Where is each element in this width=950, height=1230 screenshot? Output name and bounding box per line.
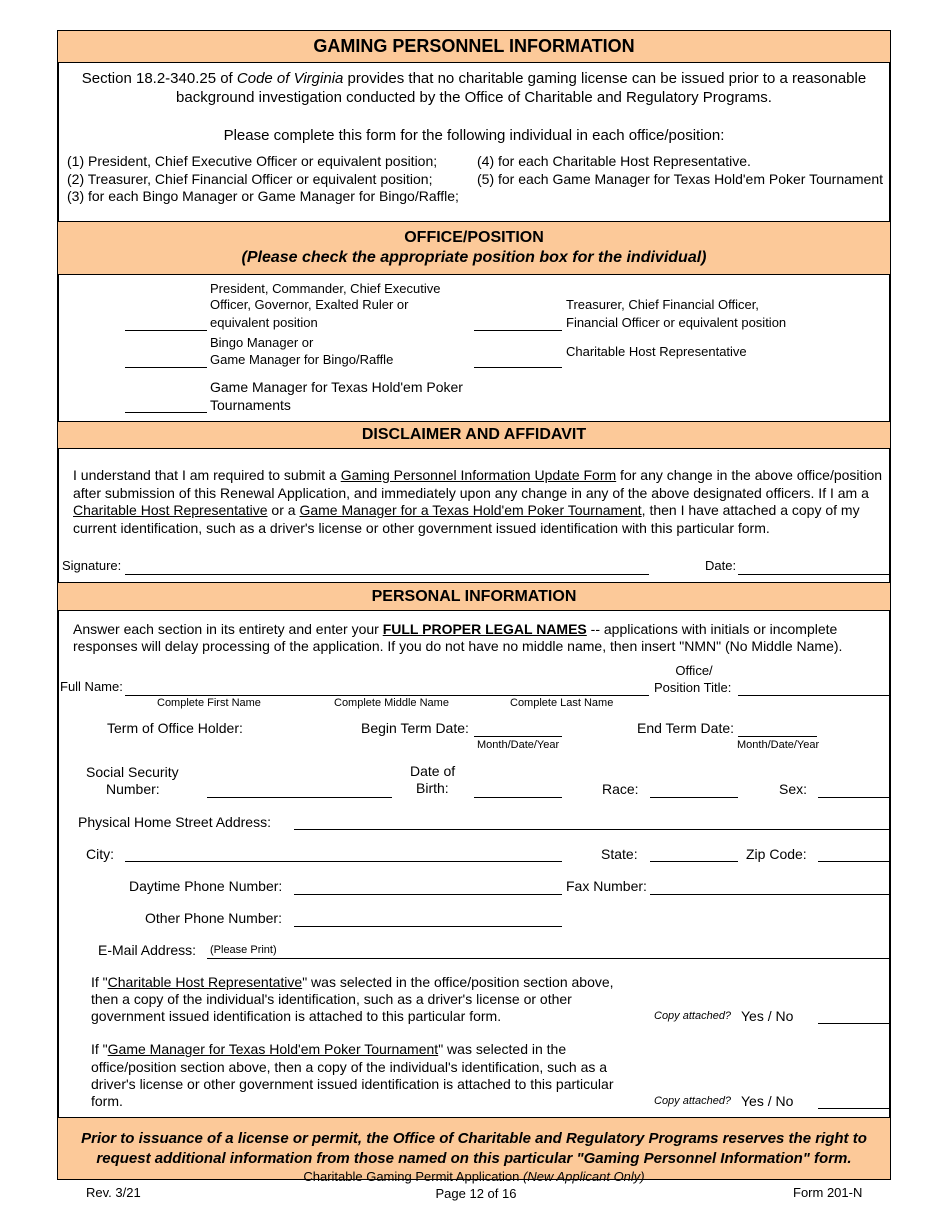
revision: Rev. 3/21	[86, 1185, 141, 1200]
city-label: City:	[86, 846, 114, 862]
race-field[interactable]	[650, 797, 738, 798]
bingo-checkbox-line[interactable]	[125, 367, 207, 368]
begin-term-label: Begin Term Date:	[361, 720, 469, 736]
other-phone-label: Other Phone Number:	[145, 910, 282, 926]
intro-line-1	[58, 70, 890, 87]
begin-term-field[interactable]	[474, 736, 562, 737]
host-copy-line-2: then a copy of the individual's identification, such as a driver's license or other	[91, 991, 572, 1007]
treasurer-option-1: Treasurer, Chief Financial Officer,	[566, 297, 759, 312]
position-list-4: (4) for each Charitable Host Representative.	[477, 153, 751, 169]
disclaimer-line-3	[73, 502, 860, 518]
fax-field[interactable]	[650, 894, 890, 895]
end-term-label: End Term Date:	[637, 720, 735, 736]
middle-name-caption: Complete Middle Name	[334, 697, 449, 709]
poker-copy-line-4: form.	[91, 1093, 123, 1109]
treasurer-checkbox-line[interactable]	[474, 330, 562, 331]
president-option-1: President, Commander, Chief Executive	[210, 281, 441, 296]
position-list-2: (2) Treasurer, Chief Financial Officer or equivalent position;	[67, 171, 433, 187]
sex-field[interactable]	[818, 797, 890, 798]
address-label: Physical Home Street Address:	[78, 814, 271, 830]
signature-field[interactable]	[125, 574, 649, 575]
ssn-field[interactable]	[207, 797, 392, 798]
poker-option-1: Game Manager for Texas Hold'em Poker	[210, 379, 463, 395]
email-field[interactable]	[207, 958, 890, 959]
bingo-option-1: Bingo Manager or	[210, 335, 314, 350]
poker-copy-text: " was selected in the	[438, 1041, 567, 1057]
poker-copy-field[interactable]	[818, 1108, 890, 1109]
notice-line-2: request additional information from those named on this particular "Gaming Personnel Information" form.	[96, 1150, 852, 1167]
disclaimer-line-4: current identification, such as a driver's license or other government issued identification with this particular form.	[73, 520, 770, 536]
poker-copy-attached-label: Copy attached?	[654, 1095, 732, 1107]
position-list-5: (5) for each Game Manager for Texas Hold'em Poker Tournament	[477, 171, 884, 187]
poker-yes-no: Yes / No	[741, 1093, 794, 1109]
instruction: Please complete this form for the following individual in each office/position:	[223, 127, 725, 144]
president-checkbox-line[interactable]	[125, 330, 207, 331]
legal-names-emphasis: FULL PROPER LEGAL NAMES	[382, 621, 587, 637]
poker-manager-reference: Game Manager for Texas Hold'em Poker Tournament	[107, 1041, 439, 1057]
host-checkbox-line[interactable]	[474, 367, 562, 368]
email-hint: (Please Print)	[210, 944, 277, 956]
disclaimer-text: , then I have attached a copy of my	[641, 502, 860, 518]
intro-text: provides that no charitable gaming license can be issued prior to a reasonable	[343, 70, 867, 87]
zip-label: Zip Code:	[746, 846, 807, 862]
disclaimer-text: or a	[267, 502, 300, 518]
intro-line-2: background investigation conducted by the Office of Charitable and Regulatory Programs.	[176, 89, 772, 106]
page-number: Page 12 of 16	[435, 1186, 517, 1201]
poker-copy-line-1	[91, 1041, 566, 1057]
fax-label: Fax Number:	[566, 878, 647, 894]
disclaimer-text: I understand that I am required to submit a	[73, 467, 341, 483]
office-title: OFFICE/POSITION	[404, 229, 544, 246]
office-subtitle: (Please check the appropriate position box for the individual)	[241, 249, 707, 266]
date-label: Date:	[705, 558, 737, 573]
application-name-text: Charitable Gaming Permit Application	[303, 1169, 524, 1184]
host-copy-line-3: government issued identification is attached to this particular form.	[91, 1008, 502, 1024]
intro-text: Section 18.2-340.25 of	[81, 70, 237, 87]
poker-copy-line-3: driver's license or other government issued identification is attached to this particular	[91, 1076, 614, 1092]
position-list-1: (1) President, Chief Executive Officer or equivalent position;	[67, 153, 438, 169]
host-rep-link[interactable]: Charitable Host Representative	[73, 502, 268, 518]
disclaimer-line-2: after submission of this Renewal Application, and immediately upon any change in any of the above designated officers. If I am a	[73, 485, 869, 501]
personal-instruction-2: responses will delay processing of the application. If you do not have no middle name, then insert "NMN" (No Middle Name).	[73, 638, 843, 654]
zip-field[interactable]	[818, 861, 890, 862]
bingo-option-2: Game Manager for Bingo/Raffle	[210, 352, 394, 367]
day-phone-field[interactable]	[294, 894, 562, 895]
date-field[interactable]	[738, 574, 890, 575]
host-copy-text: " was selected in the office/position section above,	[302, 974, 614, 990]
state-label: State:	[601, 846, 638, 862]
disclaimer-band	[58, 421, 890, 449]
poker-checkbox-line[interactable]	[125, 412, 207, 413]
instruction-text: -- applications with initials or incomplete	[586, 621, 838, 637]
personal-instruction-1	[73, 621, 837, 637]
president-option-3: equivalent position	[210, 315, 318, 330]
sex-label: Sex:	[779, 781, 808, 797]
begin-date-caption: Month/Date/Year	[477, 739, 560, 751]
disclaimer-text: for any change in the above office/position	[616, 467, 883, 483]
ssn-label-1: Social Security	[86, 764, 179, 780]
office-title-label-2: Position Title:	[654, 680, 732, 695]
race-label: Race:	[602, 781, 639, 797]
end-term-field[interactable]	[738, 736, 817, 737]
host-option: Charitable Host Representative	[566, 344, 747, 359]
poker-manager-link[interactable]: Game Manager for a Texas Hold'em Poker Tournament	[299, 502, 642, 518]
update-form-link[interactable]: Gaming Personnel Information Update Form	[340, 467, 617, 483]
instruction-text: Answer each section in its entirety and enter your	[73, 621, 383, 637]
personal-title: PERSONAL INFORMATION	[371, 588, 577, 605]
term-label: Term of Office Holder:	[107, 720, 243, 736]
dob-label-1: Date of	[410, 763, 456, 779]
page-title: GAMING PERSONNEL INFORMATION	[313, 36, 635, 56]
host-rep-reference: Charitable Host Representative	[107, 974, 303, 990]
disclaimer-title: DISCLAIMER AND AFFIDAVIT	[361, 426, 587, 443]
personal-band	[58, 582, 890, 611]
host-copy-line-1	[91, 974, 614, 990]
office-title-label-1: Office/	[675, 663, 713, 678]
host-copy-text: If "	[91, 974, 108, 990]
president-option-2: Officer, Governor, Exalted Ruler or	[210, 297, 409, 312]
last-name-caption: Complete Last Name	[510, 697, 614, 709]
form-number: Form 201-N	[793, 1185, 863, 1200]
position-list-3: (3) for each Bingo Manager or Game Manager for Bingo/Raffle;	[67, 188, 459, 204]
end-date-caption: Month/Date/Year	[737, 739, 820, 751]
signature-label: Signature:	[62, 558, 122, 573]
host-yes-no: Yes / No	[741, 1008, 794, 1024]
address-field[interactable]	[294, 829, 890, 830]
city-field[interactable]	[125, 861, 562, 862]
treasurer-option-2: Financial Officer or equivalent position	[566, 315, 787, 330]
full-name-label: Full Name:	[60, 679, 123, 694]
disclaimer-line-1	[73, 467, 882, 483]
office-title-field[interactable]	[738, 695, 890, 696]
code-citation: Code of Virginia	[236, 70, 344, 87]
dob-field[interactable]	[474, 797, 562, 798]
full-name-field[interactable]	[125, 695, 649, 696]
day-phone-label: Daytime Phone Number:	[129, 878, 283, 894]
poker-option-2: Tournaments	[210, 397, 291, 413]
host-copy-attached-label: Copy attached?	[654, 1010, 732, 1022]
other-phone-field[interactable]	[294, 926, 562, 927]
dob-label-2: Birth:	[416, 780, 449, 796]
email-label: E-Mail Address:	[98, 942, 197, 958]
title-band	[58, 31, 890, 63]
poker-copy-text: If "	[91, 1041, 108, 1057]
notice-line-1: Prior to issuance of a license or permit, the Office of Charitable and Regulatory Programs reserves the right to	[81, 1130, 867, 1147]
office-band	[58, 221, 890, 275]
first-name-caption: Complete First Name	[157, 697, 261, 709]
application-name	[58, 1169, 890, 1184]
application-name-qualifier: (New Applicant Only)	[523, 1169, 645, 1184]
state-field[interactable]	[650, 861, 738, 862]
ssn-label-2: Number:	[106, 781, 160, 797]
host-copy-field[interactable]	[818, 1023, 890, 1024]
poker-copy-line-2: office/position section above, then a copy of the individual's identification, such as a	[91, 1059, 608, 1075]
